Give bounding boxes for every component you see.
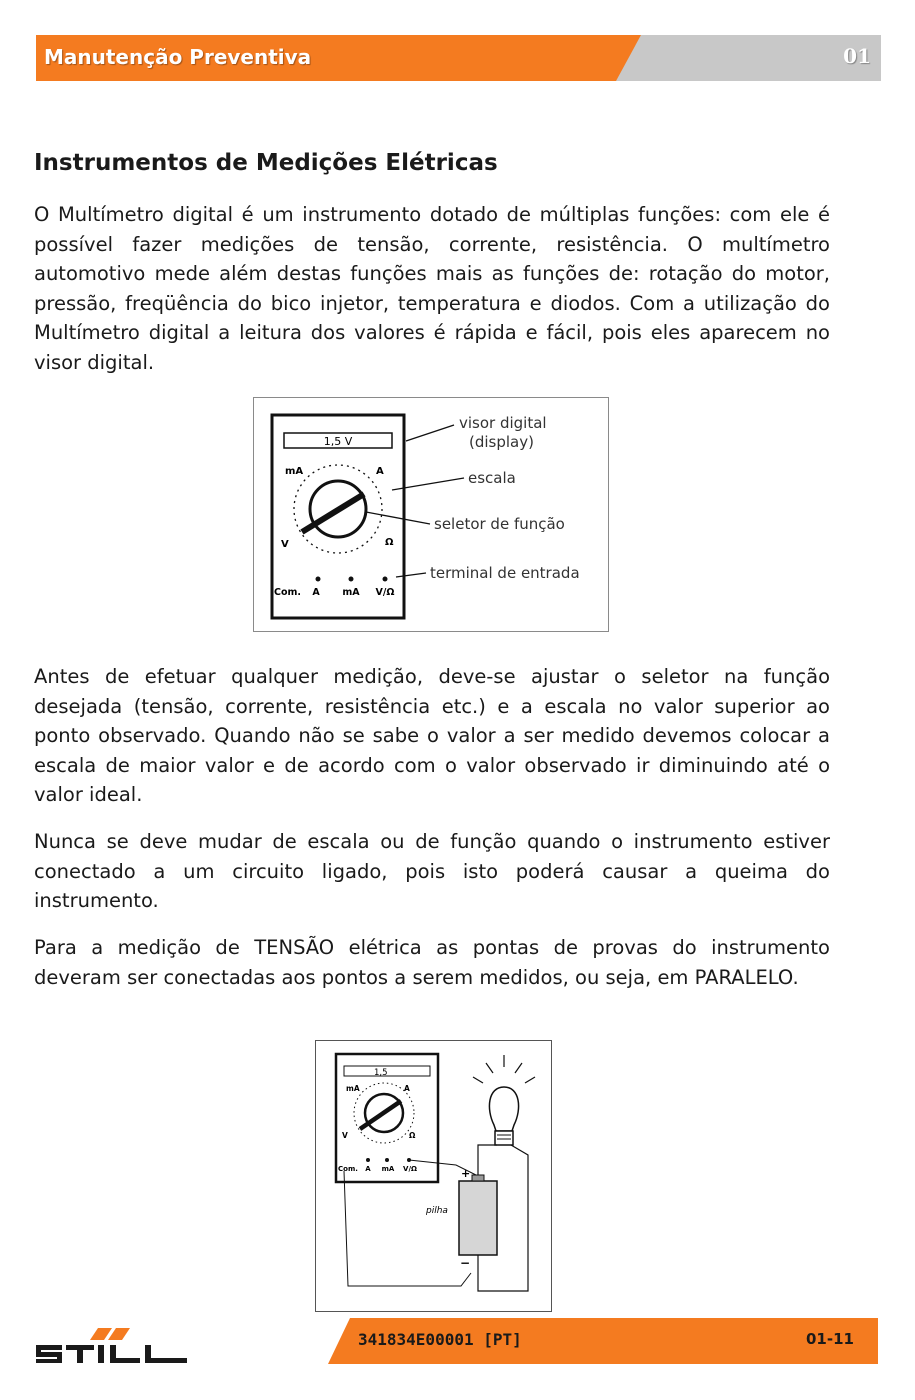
svg-text:mA: mA	[381, 1165, 395, 1173]
callout-scale: escala	[468, 469, 516, 487]
document-code: 341834E00001 [PT]	[358, 1330, 522, 1349]
page-header	[36, 35, 881, 81]
svg-text:Ω: Ω	[409, 1131, 416, 1140]
paragraph-adjust-selector: Antes de efetuar qualquer medição, deve-se ajustar o seletor na função desejada (tensão, corrente, resistência etc.) e a escala no valor superior ao ponto observado. Quando não se sabe o valor a ser medido devemos colocar a escala de maior valor e de acordo com o valor observado ir diminuindo até o valor ideal.	[34, 665, 830, 807]
terminal-a: A	[312, 587, 320, 598]
callout-selector: seletor de função	[434, 515, 565, 533]
multimeter-diagram	[253, 397, 609, 632]
svg-text:V: V	[342, 1131, 348, 1140]
callout-terminal: terminal de entrada	[430, 564, 580, 582]
label-a: A	[376, 466, 384, 477]
battery-icon	[459, 1175, 497, 1255]
svg-text:V/Ω: V/Ω	[403, 1165, 417, 1173]
negative-sign: −	[460, 1256, 471, 1270]
terminal-vohm: V/Ω	[375, 587, 395, 598]
still-logo	[36, 1328, 187, 1363]
paragraph-parallel: Para a medição de TENSÃO elétrica as pontas de provas do instrumento deveram ser conectadas aos pontos a serem medidos, ou seja, em PARALELO.	[34, 936, 830, 989]
paragraph-multimeter-intro: O Multímetro digital é um instrumento dotado de múltiplas funções: com ele é possível fazer medições de tensão, corrente, resistência. O multímetro automotivo mede além destas funções mais as funções de: rotação do motor, pressão, freqüência do bico injetor, temperatura e diodos. Com a utilização do Multímetro digital a leitura dos valores é rápida e fácil, pois eles aparecem no visor digital.	[34, 203, 830, 374]
voltage-measurement-diagram	[315, 1040, 552, 1312]
terminal-ma: mA	[342, 587, 360, 598]
svg-text:A: A	[365, 1165, 371, 1173]
chapter-number: 01	[843, 44, 871, 68]
header-title: Manutenção Preventiva	[44, 45, 312, 69]
svg-text:mA: mA	[346, 1084, 360, 1093]
label-ma: mA	[285, 466, 304, 477]
positive-sign: +	[461, 1167, 471, 1180]
display-value-small: 1,5	[374, 1068, 388, 1078]
display-value: 1,5 V	[323, 435, 353, 448]
label-v: V	[281, 539, 289, 550]
svg-text:A: A	[404, 1084, 410, 1093]
page-number: 01-11	[806, 1330, 854, 1348]
paragraph-warning: Nunca se deve mudar de escala ou de função quando o instrumento estiver conectado a um circuito ligado, pois isto poderá causar a queima do instrumento.	[34, 830, 830, 913]
svg-text:Com.: Com.	[338, 1165, 358, 1173]
callout-display-sub: (display)	[469, 433, 534, 451]
terminal-com: Com.	[274, 587, 302, 598]
section-title: Instrumentos de Medições Elétricas	[34, 150, 498, 176]
lamp-icon	[473, 1055, 535, 1145]
label-ohm: Ω	[385, 537, 394, 548]
callout-display: visor digital	[459, 414, 547, 432]
battery-label: pilha	[426, 1206, 448, 1216]
